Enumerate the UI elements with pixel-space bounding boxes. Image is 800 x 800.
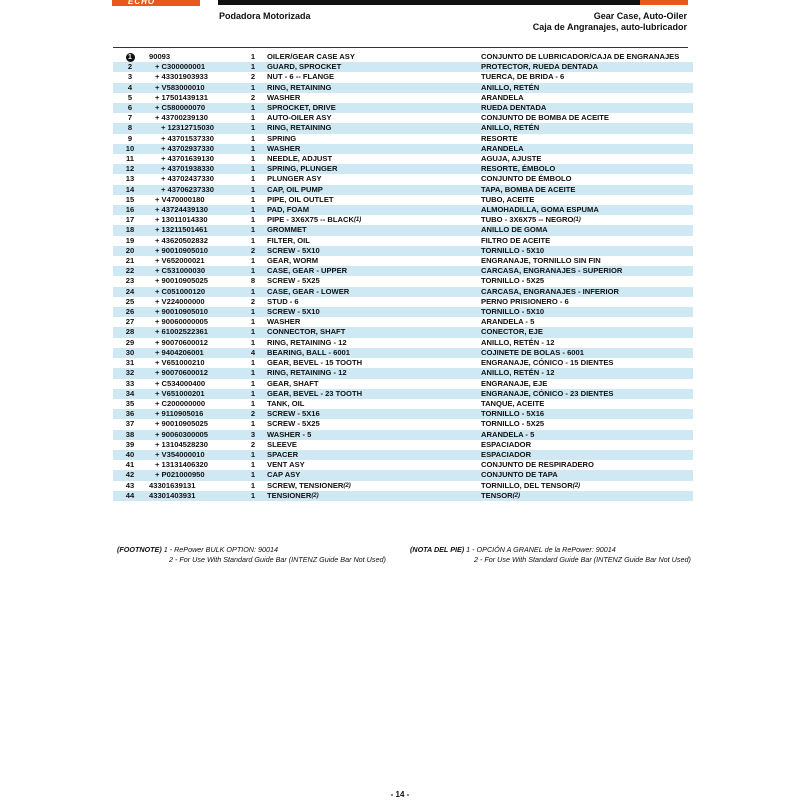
part-number: + 43620502832 bbox=[155, 235, 209, 245]
part-number: + 90010905010 bbox=[147, 246, 241, 256]
part-number: + V583000010 bbox=[147, 83, 241, 93]
description-es: TORNILLO - 5X16 bbox=[479, 409, 693, 419]
ref-number: 38 bbox=[113, 430, 147, 440]
description-es: TORNILLO - 5X25 bbox=[481, 276, 545, 286]
description-es: CARCASA, ENGRANAJES - SUPERIOR bbox=[479, 266, 693, 276]
description-en: SLEEVE bbox=[267, 439, 297, 449]
part-number: + 9110905016 bbox=[147, 409, 241, 419]
quantity: 1 bbox=[241, 123, 265, 133]
footnote-ref: (2) bbox=[343, 482, 351, 489]
footnote-es-1: (NOTA DEL PIE) 1 - OPCIÓN A GRANEL de la RePower: 90014 bbox=[410, 545, 616, 554]
ref-number: 18 bbox=[113, 225, 147, 235]
description-en: FILTER, OIL bbox=[267, 235, 310, 245]
description-en: SCREW, TENSIONER$^{(2)}$ bbox=[267, 480, 351, 490]
ref-number: 36 bbox=[113, 409, 147, 419]
description-en: STUD - 6 bbox=[267, 296, 299, 306]
table-row bbox=[113, 123, 693, 133]
description-es: ENGRANAJE, CÓNICO - 23 DIENTES bbox=[479, 389, 693, 399]
ref-number: 33 bbox=[125, 378, 135, 388]
description-en: PLUNGER ASY bbox=[267, 174, 322, 184]
table-row bbox=[113, 470, 693, 480]
description-en: AUTO-OILER ASY bbox=[267, 113, 332, 123]
ref-number: 26 bbox=[113, 307, 147, 317]
ref-number: 10 bbox=[113, 144, 147, 154]
ref-number: 22 bbox=[113, 266, 147, 276]
description-es: ENGRANAJE, CÓNICO - 15 DIENTES bbox=[481, 358, 614, 368]
ref-number: 30 bbox=[113, 348, 147, 358]
description-es: RESORTE bbox=[481, 133, 518, 143]
table-row bbox=[113, 399, 693, 409]
quantity: 1 bbox=[241, 83, 265, 93]
ref-number: 16 bbox=[113, 205, 147, 215]
ref-number: 8 bbox=[113, 123, 147, 133]
description-en: SPRING bbox=[267, 133, 297, 143]
description-en: SPROCKET, DRIVE bbox=[265, 103, 479, 113]
table-row bbox=[113, 83, 693, 93]
part-number: + 13211501461 bbox=[147, 225, 241, 235]
part-number: + 43700239130 bbox=[155, 113, 209, 123]
table-row bbox=[113, 62, 693, 72]
description-en: GEAR, BEVEL - 15 TOOTH bbox=[267, 358, 363, 368]
description-en: SPACER bbox=[265, 450, 479, 460]
part-number: + 12312715030 bbox=[147, 123, 241, 133]
ref-number: 19 bbox=[125, 235, 135, 245]
footnote-en-label: (FOOTNOTE) bbox=[117, 545, 162, 554]
ref-circle-icon: 1 bbox=[126, 53, 135, 62]
ref-number: 44 bbox=[113, 491, 147, 501]
table-row bbox=[113, 246, 693, 256]
table-row bbox=[113, 164, 693, 174]
description-es: ANILLO, RETÉN bbox=[479, 83, 693, 93]
description-es: PERNO PRISIONERO - 6 bbox=[481, 296, 569, 306]
description-es: COJINETE DE BOLAS - 6001 bbox=[479, 348, 693, 358]
description-en: GEAR, WORM bbox=[267, 256, 319, 266]
quantity: 1 bbox=[250, 113, 256, 123]
ref-number: 21 bbox=[125, 256, 135, 266]
description-es: AGUJA, AJUSTE bbox=[481, 154, 542, 164]
table-row bbox=[113, 317, 693, 327]
ref-number: 31 bbox=[125, 358, 135, 368]
description-es: ALMOHADILLA, GOMA ESPUMA bbox=[479, 205, 693, 215]
description-es: ARANDELA bbox=[481, 92, 524, 102]
description-es: TUERCA, DE BRIDA - 6 bbox=[481, 72, 565, 82]
description-en: RING, RETAINING - 12 bbox=[265, 368, 479, 378]
ref-number: 28 bbox=[113, 327, 147, 337]
footnote-ref: (1) bbox=[573, 217, 581, 224]
part-number: + V470000180 bbox=[155, 194, 205, 204]
description-en: PIPE, OIL OUTLET bbox=[267, 194, 334, 204]
ref-number: 3 bbox=[127, 72, 133, 82]
description-es: CONECTOR, EJE bbox=[479, 327, 693, 337]
description-es: RESORTE, ÉMBOLO bbox=[479, 164, 693, 174]
footnote-es-label: (NOTA DEL PIE) bbox=[410, 545, 465, 554]
quantity: 1 bbox=[241, 307, 265, 317]
description-es: ARANDELA - 5 bbox=[479, 430, 693, 440]
quantity: 1 bbox=[250, 133, 256, 143]
table-row bbox=[113, 154, 693, 164]
table-row bbox=[113, 460, 693, 470]
part-number: + V651000210 bbox=[155, 358, 205, 368]
quantity: 8 bbox=[250, 276, 256, 286]
description-es: ARANDELA - 5 bbox=[481, 317, 535, 327]
description-en: CAP ASY bbox=[265, 470, 479, 480]
description-es: RUEDA DENTADA bbox=[479, 103, 693, 113]
description-es: CONJUNTO DE RESPIRADERO bbox=[481, 460, 594, 470]
description-es: ESPACIADOR bbox=[481, 439, 532, 449]
description-en: CASE, GEAR - LOWER bbox=[265, 287, 479, 297]
description-en: WASHER - 5 bbox=[265, 430, 479, 440]
table-row bbox=[113, 450, 693, 460]
part-number: 43301639131 bbox=[149, 480, 196, 490]
description-en: TENSIONER$^{(2)}$ bbox=[265, 491, 479, 501]
description-es: CONJUNTO DE LUBRICADOR/CAJA DE ENGRANAJES bbox=[481, 52, 680, 61]
ref-number: 43 bbox=[125, 480, 135, 490]
description-en: SCREW - 5X25 bbox=[267, 419, 320, 429]
quantity: 1 bbox=[250, 317, 256, 327]
description-es: ARANDELA bbox=[479, 144, 693, 154]
quantity: 2 bbox=[250, 439, 256, 449]
table-row bbox=[113, 225, 693, 235]
part-number: + 90060300005 bbox=[147, 430, 241, 440]
table-row bbox=[113, 256, 693, 266]
description-es: FILTRO DE ACEITE bbox=[481, 235, 551, 245]
part-number: + C200000000 bbox=[155, 398, 206, 408]
quantity: 1 bbox=[241, 205, 265, 215]
quantity: 2 bbox=[241, 246, 265, 256]
quantity: 1 bbox=[250, 235, 256, 245]
part-number: + 13131406320 bbox=[155, 460, 209, 470]
footnote-en-2: 2 - For Use With Standard Guide Bar (INTENZ Guide Bar Not Used) bbox=[169, 554, 386, 564]
quantity: 1 bbox=[250, 154, 256, 164]
ref-number: 27 bbox=[125, 317, 135, 327]
table-row bbox=[113, 338, 693, 348]
ref-number: 5 bbox=[127, 92, 133, 102]
table-row bbox=[113, 297, 693, 307]
description-en: TANK, OIL bbox=[267, 398, 305, 408]
part-number: + 17501439131 bbox=[155, 92, 209, 102]
part-number: + C580000070 bbox=[147, 103, 241, 113]
table-row bbox=[113, 52, 693, 62]
table-row bbox=[113, 379, 693, 389]
quantity: 1 bbox=[241, 144, 265, 154]
table-row bbox=[113, 368, 693, 378]
quantity: 1 bbox=[250, 378, 256, 388]
part-number: + 43702437330 bbox=[161, 174, 215, 184]
table-row bbox=[113, 276, 693, 286]
quantity: 1 bbox=[241, 389, 265, 399]
table-row bbox=[113, 409, 693, 419]
part-number: + 90010905010 bbox=[147, 307, 241, 317]
ref-number: 6 bbox=[113, 103, 147, 113]
part-number: + 90060000005 bbox=[155, 317, 209, 327]
description-es: TORNILLO, DEL TENSOR$^{(2)}$ bbox=[481, 480, 581, 490]
part-number: + V354000010 bbox=[147, 450, 241, 460]
quantity: 1 bbox=[241, 164, 265, 174]
ref-number: 9 bbox=[127, 133, 133, 143]
part-number: + C300000001 bbox=[147, 62, 241, 72]
page-number: - 14 - bbox=[390, 790, 410, 799]
description-es: CONJUNTO DE BOMBA DE ACEITE bbox=[481, 113, 609, 123]
part-number: + 13104528230 bbox=[155, 439, 209, 449]
quantity: 1 bbox=[241, 225, 265, 235]
ref-number: 17 bbox=[125, 215, 135, 225]
ref-number: 14 bbox=[113, 185, 147, 195]
table-row bbox=[113, 195, 693, 205]
table-row bbox=[113, 419, 693, 429]
ref-number: 15 bbox=[125, 194, 135, 204]
header-rule bbox=[113, 47, 688, 48]
parts-table bbox=[113, 52, 693, 501]
description-es: ANILLO, RETÉN - 12 bbox=[481, 337, 555, 347]
ref-number: 4 bbox=[113, 83, 147, 93]
description-es: PROTECTOR, RUEDA DENTADA bbox=[479, 62, 693, 72]
quantity: 1 bbox=[241, 266, 265, 276]
part-number: + 43301903933 bbox=[155, 72, 209, 82]
description-en: WASHER bbox=[265, 144, 479, 154]
quantity: 1 bbox=[250, 215, 256, 225]
description-en: SCREW - 5X10 bbox=[265, 307, 479, 317]
table-row bbox=[113, 327, 693, 337]
page-title-left: Podadora Motorizada bbox=[219, 11, 311, 21]
ref-number: 39 bbox=[125, 439, 135, 449]
description-es: ANILLO, RETÉN bbox=[479, 123, 693, 133]
description-es: ENGRANAJE, TORNILLO SIN FIN bbox=[481, 256, 601, 266]
description-en: GEAR, BEVEL - 23 TOOTH bbox=[265, 389, 479, 399]
description-es: ANILLO DE GOMA bbox=[479, 225, 693, 235]
description-en: PIPE - 3X6X75 -- BLACK$^{(1)}$ bbox=[267, 215, 362, 225]
description-en: CASE, GEAR - UPPER bbox=[265, 266, 479, 276]
ref-number: 24 bbox=[113, 287, 147, 297]
footnotes-es bbox=[410, 545, 691, 564]
table-row bbox=[113, 205, 693, 215]
description-es: CONJUNTO DE ÉMBOLO bbox=[481, 174, 572, 184]
table-row bbox=[113, 134, 693, 144]
table-row bbox=[113, 491, 693, 501]
quantity: 1 bbox=[250, 194, 256, 204]
description-en: NEEDLE, ADJUST bbox=[267, 154, 333, 164]
footnote-ref: (2) bbox=[311, 492, 319, 499]
part-number: + 43706237330 bbox=[147, 185, 241, 195]
quantity: 1 bbox=[250, 256, 256, 266]
part-number: + P021000950 bbox=[147, 470, 241, 480]
table-row bbox=[113, 389, 693, 399]
description-es: TORNILLO - 5X10 bbox=[479, 307, 693, 317]
table-row bbox=[113, 103, 693, 113]
table-row bbox=[113, 287, 693, 297]
quantity: 1 bbox=[250, 419, 256, 429]
part-number: + 90010905025 bbox=[155, 276, 209, 286]
part-number: + C531000030 bbox=[147, 266, 241, 276]
description-en: SPRING, PLUNGER bbox=[265, 164, 479, 174]
description-es: ENGRANAJE, EJE bbox=[481, 378, 548, 388]
part-number: + 90070600012 bbox=[147, 368, 241, 378]
quantity: 1 bbox=[241, 450, 265, 460]
table-row bbox=[113, 481, 693, 491]
description-en: RING, RETAINING - 12 bbox=[267, 337, 347, 347]
description-en: SCREW - 5X10 bbox=[265, 246, 479, 256]
part-number: + V652000021 bbox=[155, 256, 205, 266]
part-number: + C534000400 bbox=[155, 378, 206, 388]
description-en: GUARD, SPROCKET bbox=[265, 62, 479, 72]
description-es: TUBO - 3X6X75 -- NEGRO$^{(1)}$ bbox=[481, 215, 581, 225]
ref-number: 23 bbox=[125, 276, 135, 286]
table-row bbox=[113, 185, 693, 195]
quantity: 1 bbox=[241, 103, 265, 113]
description-en: RING, RETAINING bbox=[265, 83, 479, 93]
description-es: TAPA, BOMBA DE ACEITE bbox=[479, 185, 693, 195]
description-en: BEARING, BALL - 6001 bbox=[265, 348, 479, 358]
footnote-en-1: (FOOTNOTE) 1 - RePower BULK OPTION: 90014 bbox=[117, 545, 278, 554]
quantity: 4 bbox=[241, 348, 265, 358]
table-row bbox=[113, 348, 693, 358]
description-es: TORNILLO - 5X10 bbox=[479, 246, 693, 256]
part-number: + 43702937330 bbox=[147, 144, 241, 154]
table-row bbox=[113, 358, 693, 368]
quantity: 1 bbox=[250, 358, 256, 368]
ref-number: 41 bbox=[125, 460, 135, 470]
part-number: + C051000120 bbox=[147, 287, 241, 297]
ref-number: 20 bbox=[113, 246, 147, 256]
quantity: 1 bbox=[241, 287, 265, 297]
part-number: + V651000201 bbox=[147, 389, 241, 399]
ref-number: 13 bbox=[125, 174, 135, 184]
description-en: GEAR, SHAFT bbox=[267, 378, 319, 388]
description-en: GROMMET bbox=[265, 225, 479, 235]
table-row bbox=[113, 440, 693, 450]
description-en: RING, RETAINING bbox=[265, 123, 479, 133]
part-number: + 13011014330 bbox=[155, 215, 208, 225]
table-row bbox=[113, 72, 693, 82]
ref-number: 32 bbox=[113, 368, 147, 378]
description-es: TUBO, ACEITE bbox=[481, 194, 535, 204]
table-row bbox=[113, 430, 693, 440]
part-number: + V224000000 bbox=[155, 296, 205, 306]
section-title-en: Gear Case, Auto-Oiler bbox=[593, 11, 687, 21]
description-en: VENT ASY bbox=[267, 460, 305, 470]
footnote-ref: (2) bbox=[512, 492, 520, 499]
description-en: WASHER bbox=[267, 92, 301, 102]
footnote-es-2: 2 - For Use With Standard Guide Bar (INTENZ Guide Bar Not Used) bbox=[474, 554, 691, 564]
ref-number: 25 bbox=[125, 296, 135, 306]
page-title-right bbox=[533, 11, 687, 33]
part-number: + 90070600012 bbox=[155, 337, 209, 347]
table-row bbox=[113, 236, 693, 246]
part-number: + 43701537330 bbox=[161, 133, 215, 143]
description-es: CARCASA, ENGRANAJES - INFERIOR bbox=[479, 287, 693, 297]
footnotes-en bbox=[117, 545, 386, 564]
quantity: 2 bbox=[241, 409, 265, 419]
ref-number: 12 bbox=[113, 164, 147, 174]
ref-number: 11 bbox=[125, 154, 135, 164]
description-en: SCREW - 5X16 bbox=[265, 409, 479, 419]
quantity: 1 bbox=[250, 337, 256, 347]
description-es: ESPACIADOR bbox=[479, 450, 693, 460]
table-row bbox=[113, 215, 693, 225]
quantity: 1 bbox=[250, 52, 256, 61]
description-en: PAD, FOAM bbox=[265, 205, 479, 215]
ref-number: 2 bbox=[113, 62, 147, 72]
section-title-es: Caja de Angranajes, auto-lubricador bbox=[532, 22, 687, 32]
ref-number: 40 bbox=[113, 450, 147, 460]
description-es: TENSOR$^{(2)}$ bbox=[479, 491, 693, 501]
ref-number: 37 bbox=[125, 419, 135, 429]
quantity: 1 bbox=[241, 368, 265, 378]
ref-number: 7 bbox=[127, 113, 133, 123]
quantity: 1 bbox=[241, 185, 265, 195]
quantity: 1 bbox=[241, 491, 265, 501]
table-row bbox=[113, 144, 693, 154]
quantity: 3 bbox=[241, 430, 265, 440]
ref-number: 34 bbox=[113, 389, 147, 399]
ref-number: 42 bbox=[113, 470, 147, 480]
description-es: TANQUE, ACEITE bbox=[481, 398, 545, 408]
table-row bbox=[113, 266, 693, 276]
part-number: + 90010905025 bbox=[155, 419, 209, 429]
part-number: + 43701639130 bbox=[161, 154, 215, 164]
description-en: OILER/GEAR CASE ASY bbox=[267, 52, 355, 61]
part-number: + 43701938330 bbox=[147, 164, 241, 174]
quantity: 2 bbox=[250, 296, 256, 306]
table-row bbox=[113, 93, 693, 103]
footnote-ref: (1) bbox=[353, 217, 362, 224]
quantity: 1 bbox=[250, 480, 256, 490]
table-row bbox=[113, 307, 693, 317]
description-es: TORNILLO - 5X25 bbox=[481, 419, 545, 429]
quantity: 1 bbox=[241, 62, 265, 72]
part-number: + 61002522361 bbox=[147, 327, 241, 337]
quantity: 2 bbox=[250, 72, 256, 82]
brand-logo: ECHO bbox=[128, 0, 156, 6]
table-row bbox=[113, 113, 693, 123]
description-en: SCREW - 5X25 bbox=[267, 276, 320, 286]
quantity: 2 bbox=[250, 92, 256, 102]
part-number: 90093 bbox=[149, 52, 171, 61]
part-number: 43301403931 bbox=[147, 491, 241, 501]
ref-number: 29 bbox=[125, 337, 135, 347]
description-en: NUT - 6 -- FLANGE bbox=[267, 72, 335, 82]
ref-number bbox=[113, 52, 147, 62]
quantity: 1 bbox=[250, 398, 256, 408]
table-row bbox=[113, 174, 693, 184]
quantity: 1 bbox=[241, 470, 265, 480]
description-en: CONNECTOR, SHAFT bbox=[265, 327, 479, 337]
brand-logo-bar bbox=[112, 0, 200, 6]
description-es: CONJUNTO DE TAPA bbox=[479, 470, 693, 480]
header-bar bbox=[218, 0, 688, 5]
part-number: + 9404206001 bbox=[147, 348, 241, 358]
description-es: ANILLO, RETÉN - 12 bbox=[479, 368, 693, 378]
description-en: WASHER bbox=[267, 317, 301, 327]
description-en: CAP, OIL PUMP bbox=[265, 185, 479, 195]
ref-number: 35 bbox=[125, 398, 135, 408]
part-number: + 43724439130 bbox=[147, 205, 241, 215]
footnote-ref: (2) bbox=[572, 482, 581, 489]
header-bar-accent bbox=[640, 0, 688, 5]
quantity: 1 bbox=[250, 174, 256, 184]
quantity: 1 bbox=[250, 460, 256, 470]
quantity: 1 bbox=[241, 327, 265, 337]
